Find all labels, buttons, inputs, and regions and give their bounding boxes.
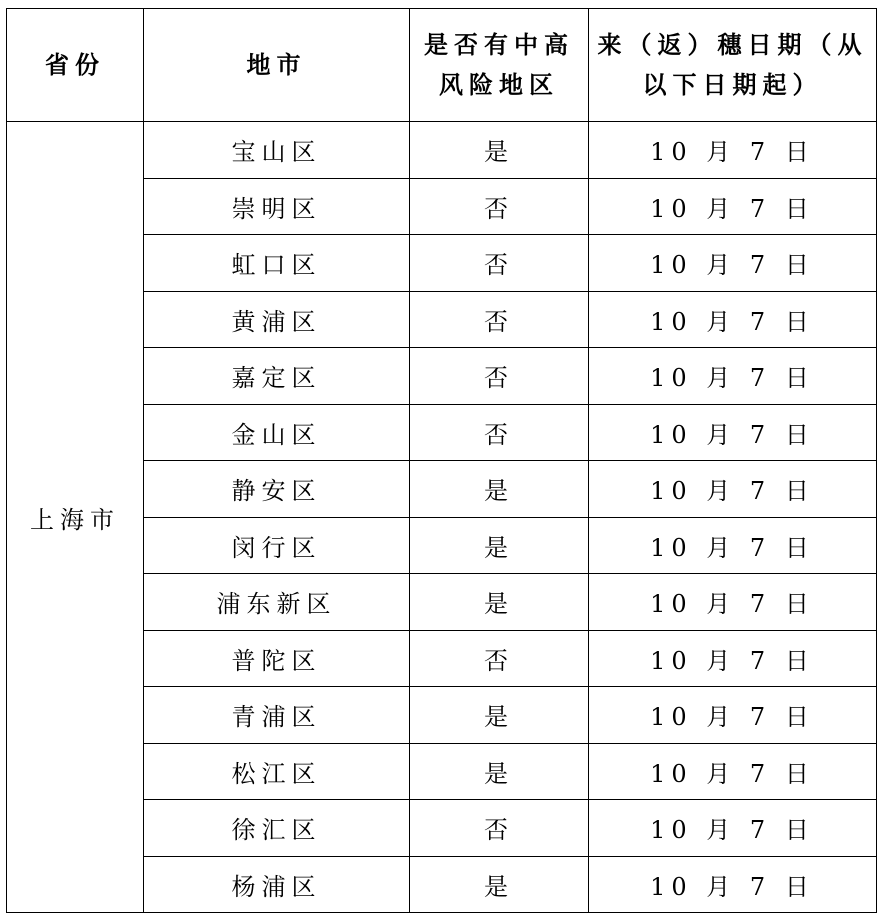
district-cell: 普陀区 bbox=[144, 630, 410, 687]
date-cell: 10 月 7 日 bbox=[589, 800, 877, 857]
district-cell: 青浦区 bbox=[144, 687, 410, 744]
date-cell: 10 月 7 日 bbox=[589, 461, 877, 518]
header-row bbox=[7, 9, 877, 122]
header-risk-line2: 风险地区 bbox=[439, 71, 559, 99]
district-cell: 杨浦区 bbox=[144, 856, 410, 913]
district-cell: 浦东新区 bbox=[144, 574, 410, 631]
date-cell: 10 月 7 日 bbox=[589, 856, 877, 913]
district-cell: 虹口区 bbox=[144, 235, 410, 292]
table-row bbox=[7, 122, 877, 179]
district-cell: 金山区 bbox=[144, 404, 410, 461]
date-cell: 10 月 7 日 bbox=[589, 291, 877, 348]
header-date-line1: 来（返）穗日期（从 bbox=[597, 31, 868, 59]
district-cell: 崇明区 bbox=[144, 178, 410, 235]
risk-cell: 否 bbox=[410, 404, 589, 461]
risk-cell: 否 bbox=[410, 178, 589, 235]
date-cell: 10 月 7 日 bbox=[589, 687, 877, 744]
risk-cell: 否 bbox=[410, 235, 589, 292]
district-cell: 静安区 bbox=[144, 461, 410, 518]
header-date-line2: 以下日期起） bbox=[642, 71, 823, 99]
risk-cell: 否 bbox=[410, 348, 589, 405]
table-body bbox=[7, 122, 877, 913]
district-cell: 松江区 bbox=[144, 743, 410, 800]
date-cell: 10 月 7 日 bbox=[589, 743, 877, 800]
risk-cell: 是 bbox=[410, 122, 589, 179]
district-cell: 嘉定区 bbox=[144, 348, 410, 405]
risk-cell: 是 bbox=[410, 517, 589, 574]
header-risk-line1: 是否有中高 bbox=[424, 31, 574, 59]
date-cell: 10 月 7 日 bbox=[589, 630, 877, 687]
district-cell: 闵行区 bbox=[144, 517, 410, 574]
date-cell: 10 月 7 日 bbox=[589, 404, 877, 461]
risk-cell: 否 bbox=[410, 291, 589, 348]
header-arrival-date bbox=[589, 9, 877, 122]
date-cell: 10 月 7 日 bbox=[589, 178, 877, 235]
risk-cell: 是 bbox=[410, 574, 589, 631]
province-cell: 上海市 bbox=[7, 122, 144, 913]
district-cell: 宝山区 bbox=[144, 122, 410, 179]
district-cell: 黄浦区 bbox=[144, 291, 410, 348]
district-risk-table bbox=[6, 8, 877, 913]
district-cell: 徐汇区 bbox=[144, 800, 410, 857]
date-cell: 10 月 7 日 bbox=[589, 235, 877, 292]
risk-cell: 是 bbox=[410, 856, 589, 913]
risk-cell: 否 bbox=[410, 800, 589, 857]
risk-cell: 是 bbox=[410, 687, 589, 744]
date-cell: 10 月 7 日 bbox=[589, 517, 877, 574]
header-province: 省份 bbox=[7, 9, 144, 122]
date-cell: 10 月 7 日 bbox=[589, 122, 877, 179]
header-risk-area bbox=[410, 9, 589, 122]
date-cell: 10 月 7 日 bbox=[589, 348, 877, 405]
header-city: 地市 bbox=[144, 9, 410, 122]
risk-cell: 是 bbox=[410, 743, 589, 800]
risk-cell: 是 bbox=[410, 461, 589, 518]
date-cell: 10 月 7 日 bbox=[589, 574, 877, 631]
risk-cell: 否 bbox=[410, 630, 589, 687]
